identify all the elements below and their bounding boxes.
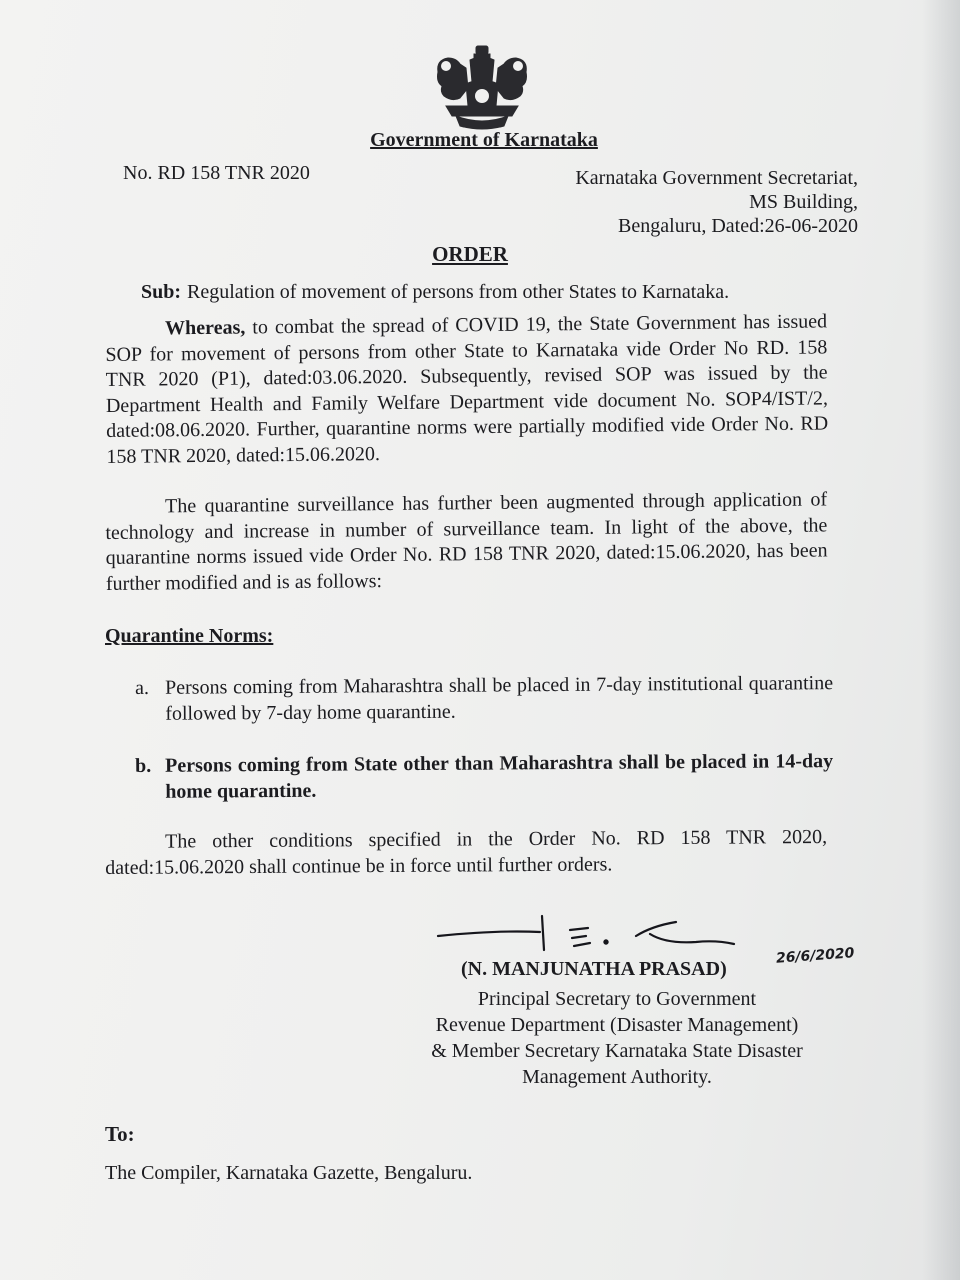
- signature-date: 26/6/2020: [775, 945, 855, 967]
- subject-line: [141, 281, 729, 304]
- government-title: Government of Karnataka: [370, 129, 598, 151]
- norm-item-label: b.: [135, 754, 152, 777]
- whereas-paragraph: [105, 309, 829, 470]
- norm-item-label: a.: [135, 676, 150, 699]
- office-address: [575, 166, 858, 238]
- subject-label: Sub:: [141, 281, 182, 303]
- designation-line: & Member Secretary Karnataka State Disaster: [431, 1040, 803, 1062]
- norm-item-b: [135, 748, 833, 805]
- other-conditions-text: The other conditions specified in the Order No. RD 158 TNR 2020, dated:15.06.2020 shall continue be in force until further orders.: [105, 825, 828, 879]
- norm-item-text: Persons coming from State other than Maharashtra shall be placed in 14-day home quarantine.: [165, 750, 834, 803]
- address-line: MS Building,: [749, 191, 858, 213]
- page-edge-shadow: [922, 0, 960, 1280]
- whereas-text: to combat the spread of COVID 19, the State Government has issued SOP for movement of persons from other State to Karnataka vide Order No RD. 158 TNR 2020 (P1), dated:03.06.2020. Subsequently, revised SOP was issued by the Department Health and Family Welfare Department vide document No. SOP4/IST/2, dated:08.06.2020. Further, quarantine norms were partially modified vide Order No. RD 158 TNR 2020, dated:15.06.2020.: [105, 310, 829, 468]
- surveillance-text: The quarantine surveillance has further been augmented through application of technology and increase in number of surveillance team. In light of the above, the quarantine norms issued vide Order No. RD 158 TNR 2020, dated:15.06.2020, has been further modified and is as follows:: [105, 488, 828, 595]
- karnataka-emblem-icon: [430, 42, 534, 132]
- designation-line: Revenue Department (Disaster Management): [435, 1014, 799, 1036]
- other-conditions-paragraph: [105, 825, 827, 881]
- recipient-label: To:: [105, 1122, 135, 1146]
- signatory-designation: [400, 986, 834, 1090]
- quarantine-norms-heading: Quarantine Norms:: [105, 625, 274, 647]
- address-line: Karnataka Government Secretariat,: [575, 167, 858, 189]
- norm-item-a: [135, 670, 833, 727]
- handwritten-signature: [436, 908, 736, 958]
- order-reference-number: No. RD 158 TNR 2020: [123, 162, 310, 184]
- recipient-text: The Compiler, Karnataka Gazette, Bengaluru.: [105, 1162, 473, 1184]
- designation-line: Principal Secretary to Government: [477, 988, 757, 1010]
- surveillance-paragraph: [105, 487, 828, 597]
- signatory-name: (N. MANJUNATHA PRASAD): [461, 958, 727, 980]
- designation-line: Management Authority.: [522, 1066, 712, 1088]
- order-title: ORDER: [432, 242, 508, 266]
- subject-text: Regulation of movement of persons from other States to Karnataka.: [187, 281, 730, 303]
- address-line: Bengaluru, Dated:26-06-2020: [618, 215, 858, 237]
- whereas-lead: Whereas,: [165, 316, 246, 340]
- norm-item-text: Persons coming from Maharashtra shall be placed in 7-day institutional quarantine followed by 7-day home quarantine.: [165, 672, 834, 725]
